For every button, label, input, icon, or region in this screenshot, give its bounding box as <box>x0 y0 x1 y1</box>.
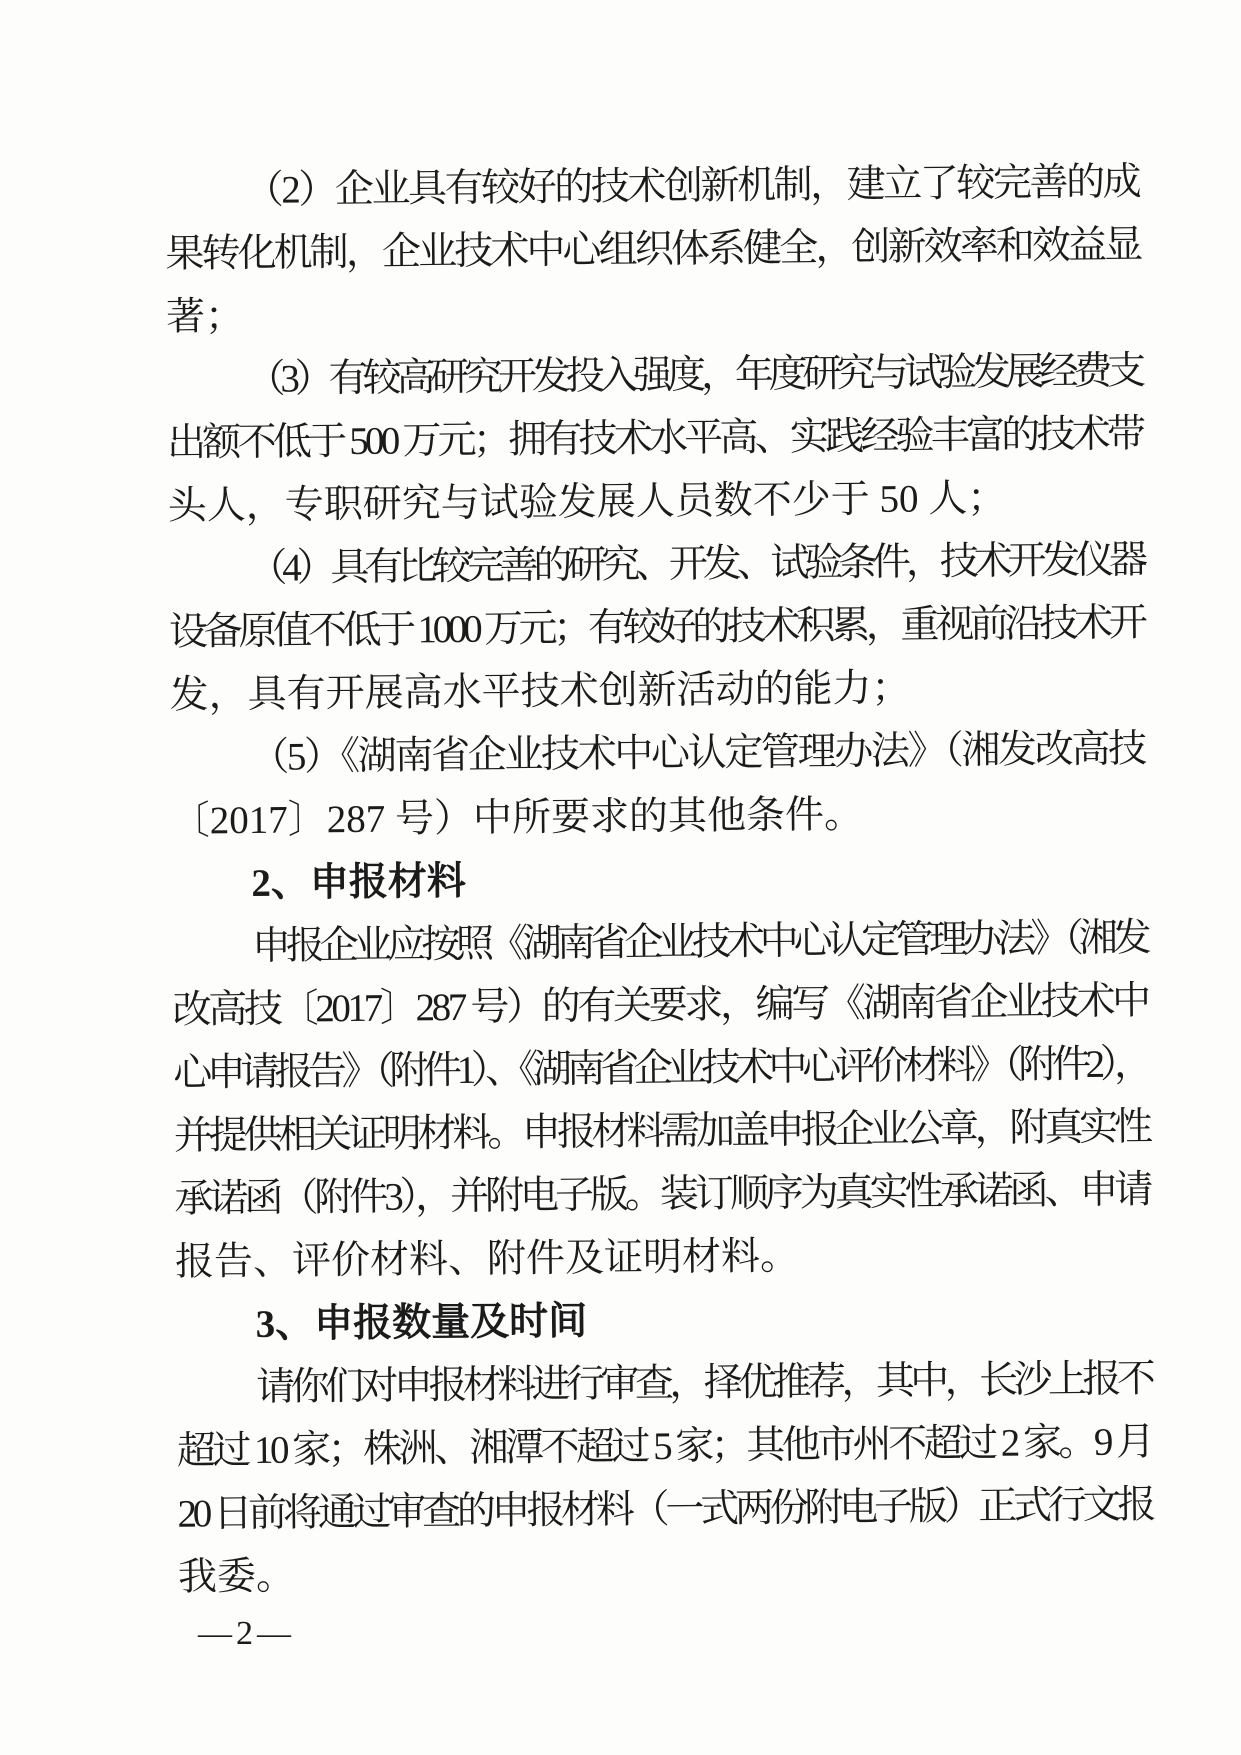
text-line: 改高技〔2017〕287 号）的有关要求，编写《湖南省企业技术中 <box>172 979 1149 1032</box>
text-line: 出额不低于 500 万元；拥有技术水平高、实践经验丰富的技术带 <box>166 412 1143 465</box>
text-line: 2、申报材料 <box>251 859 467 905</box>
text-line: 著； <box>165 295 245 339</box>
text-line: 并提供相关证明材料。申报材料需加盖申报企业公章，附真实性 <box>173 1105 1150 1158</box>
text-line: 超过 10 家；株洲、湘潭不超过 5 家；其他市州不超过 2 家。9 月 <box>176 1420 1152 1473</box>
document-content <box>164 150 1153 1608</box>
text-line: 申报企业应按照《湖南省企业技术中心认定管理办法》（湘发 <box>251 916 1147 968</box>
section-heading <box>171 843 1147 915</box>
text-line: 报告、评价材料、附件及证明材料。 <box>174 1234 800 1284</box>
body-paragraph <box>168 528 1145 726</box>
text-line: 请你们对申报材料进行审查，择优推荐，其中，长沙上报不 <box>256 1357 1152 1409</box>
text-line: 心申请报告》（附件1）、《湖南省企业技术中心评价材料》（附件2）， <box>173 1042 1148 1095</box>
page-number: —2— <box>198 1615 295 1652</box>
text-line: 发，具有开展高水平技术创新活动的能力； <box>169 666 911 717</box>
text-line: 承诺函（附件3），并附电子版。装订顺序为真实性承诺函、申请 <box>174 1168 1150 1221</box>
text-line: 〔2017〕287 号）中所要求的其他条件。 <box>170 793 864 843</box>
section-heading <box>175 1284 1151 1356</box>
text-line: 3、申报数量及时间 <box>255 1299 588 1346</box>
text-line: （4）具有比较完善的研究、开发、试验条件，技术开发仪器 <box>248 538 1144 590</box>
text-line: （2）企业具有较好的技术创新机制，建立了较完善的成 <box>244 160 1140 212</box>
body-paragraph <box>170 717 1146 852</box>
text-line: 果转化机制，企业技术中心组织体系健全，创新效率和效益显 <box>165 223 1141 276</box>
text-line: 我委。 <box>177 1554 296 1599</box>
text-line: 头人，专职研究与试验发展人员数不少于 50 人； <box>167 476 1007 528</box>
body-paragraph <box>176 1347 1153 1608</box>
text-line: （3）有较高研究开发投入强度，年度研究与试验发展经费支 <box>246 349 1142 401</box>
text-line: （5）《湖南省企业技术中心认定管理办法》（湘发改高技 <box>249 727 1145 779</box>
text-line: 20 日前将通过审查的申报材料（一式两份附电子版）正式行文报 <box>177 1483 1153 1536</box>
text-line: 设备原值不低于 1000 万元；有较好的技术积累，重视前沿技术开 <box>168 601 1144 654</box>
body-paragraph <box>172 906 1151 1293</box>
body-paragraph <box>164 150 1141 348</box>
body-paragraph <box>166 339 1143 537</box>
